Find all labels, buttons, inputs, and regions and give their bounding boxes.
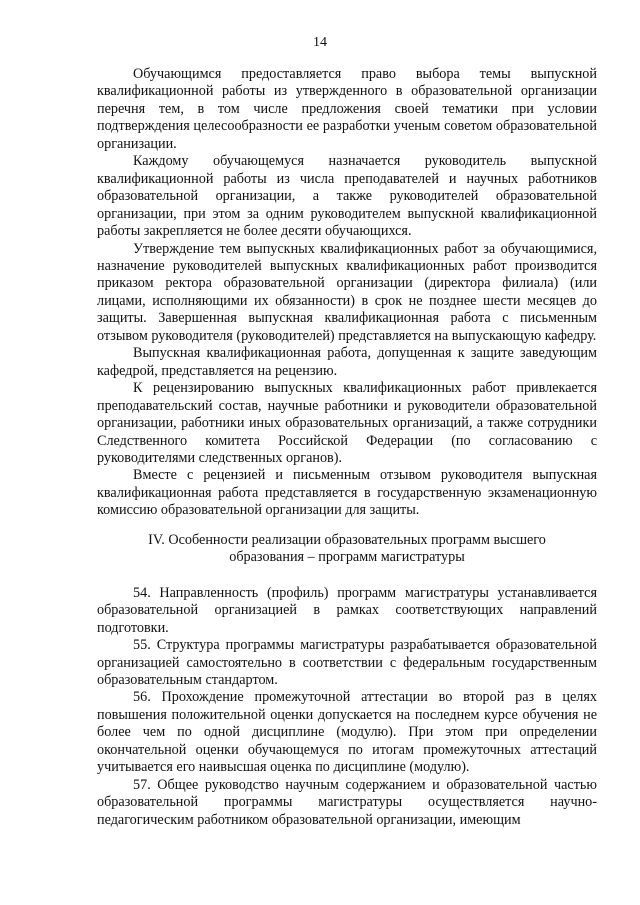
paragraph-item-54: 54. Направленность (профиль) программ магистратуры устанавливается образовательной организацией в рамках соответствующих направлений подготовки. (97, 584, 597, 636)
document-body (97, 66, 597, 829)
paragraph-item-55: 55. Структура программы магистратуры разрабатывается образовательной организацией самостоятельно в соответствии с федеральным государственным образовательным стандартом. (97, 637, 597, 688)
paragraph-review-admission: Выпускная квалификационная работа, допущенная к защите заведующим кафедрой, представляется на рецензию. (97, 345, 597, 379)
paragraph-topic-approval: Утверждение тем выпускных квалификационных работ за обучающимися, назначение руководителей выпускных квалификационных работ производится приказом ректора образовательной организации (директора филиала) (или лицами, исполняющими их обязанности) в срок не позднее шести месяцев до защиты. Завершенная выпускная квалификационная работа с письменным отзывом руководителя (руководителей) представляется на выпускающую кафедру. (97, 240, 597, 344)
paragraph-reviewers: К рецензированию выпускных квалификационных работ привлекается преподавательский состав, научные работники и руководители образовательной организации, работники иных образовательных организаций, а также сотрудники Следственного комитета Российской Федерации (по согласованию с руководителями следственных органов). (97, 380, 597, 466)
paragraph-item-56: 56. Прохождение промежуточной аттестации во второй раз в целях повышения положительной оценки допускается на последнем курсе обучения не более чем по одной дисциплине (модулю). При этом при определении окончательной оценки обучающемуся по итогам промежуточных аттестаций учитывается его наивысшая оценка по дисциплине (модулю). (97, 689, 597, 776)
page-number: 14 (313, 35, 327, 50)
paragraph-submission: Вместе с рецензией и письменным отзывом руководителя выпускная квалификационная работа представляется в государственную экзаменационную комиссию образовательной организации для защиты. (97, 467, 597, 519)
section-heading: IV. Особенности реализации образовательных программ высшего образования – программ магистратуры (148, 531, 546, 566)
paragraph-item-57: 57. Общее руководство научным содержанием и образовательной частью образовательной программы магистратуры осуществляется научно-педагогическим работником образовательной организации, имеющим (97, 776, 597, 828)
paragraph-topic-choice: Обучающимся предоставляется право выбора темы выпускной квалификационной работы из утвержденного в образовательной организации перечня тем, в том числе предложения своей тематики при условии подтверждения целесообразности ее разработки ученым советом образовательной организации. (97, 66, 597, 152)
paragraph-supervisor-assignment: Каждому обучающемуся назначается руководитель выпускной квалификационной работы из числа преподавателей и научных работников образовательной организации, а также руководителей образовательной организации, при этом за одним руководителем выпускной квалификационной работы закрепляется не более десяти обучающихся. (97, 153, 597, 240)
